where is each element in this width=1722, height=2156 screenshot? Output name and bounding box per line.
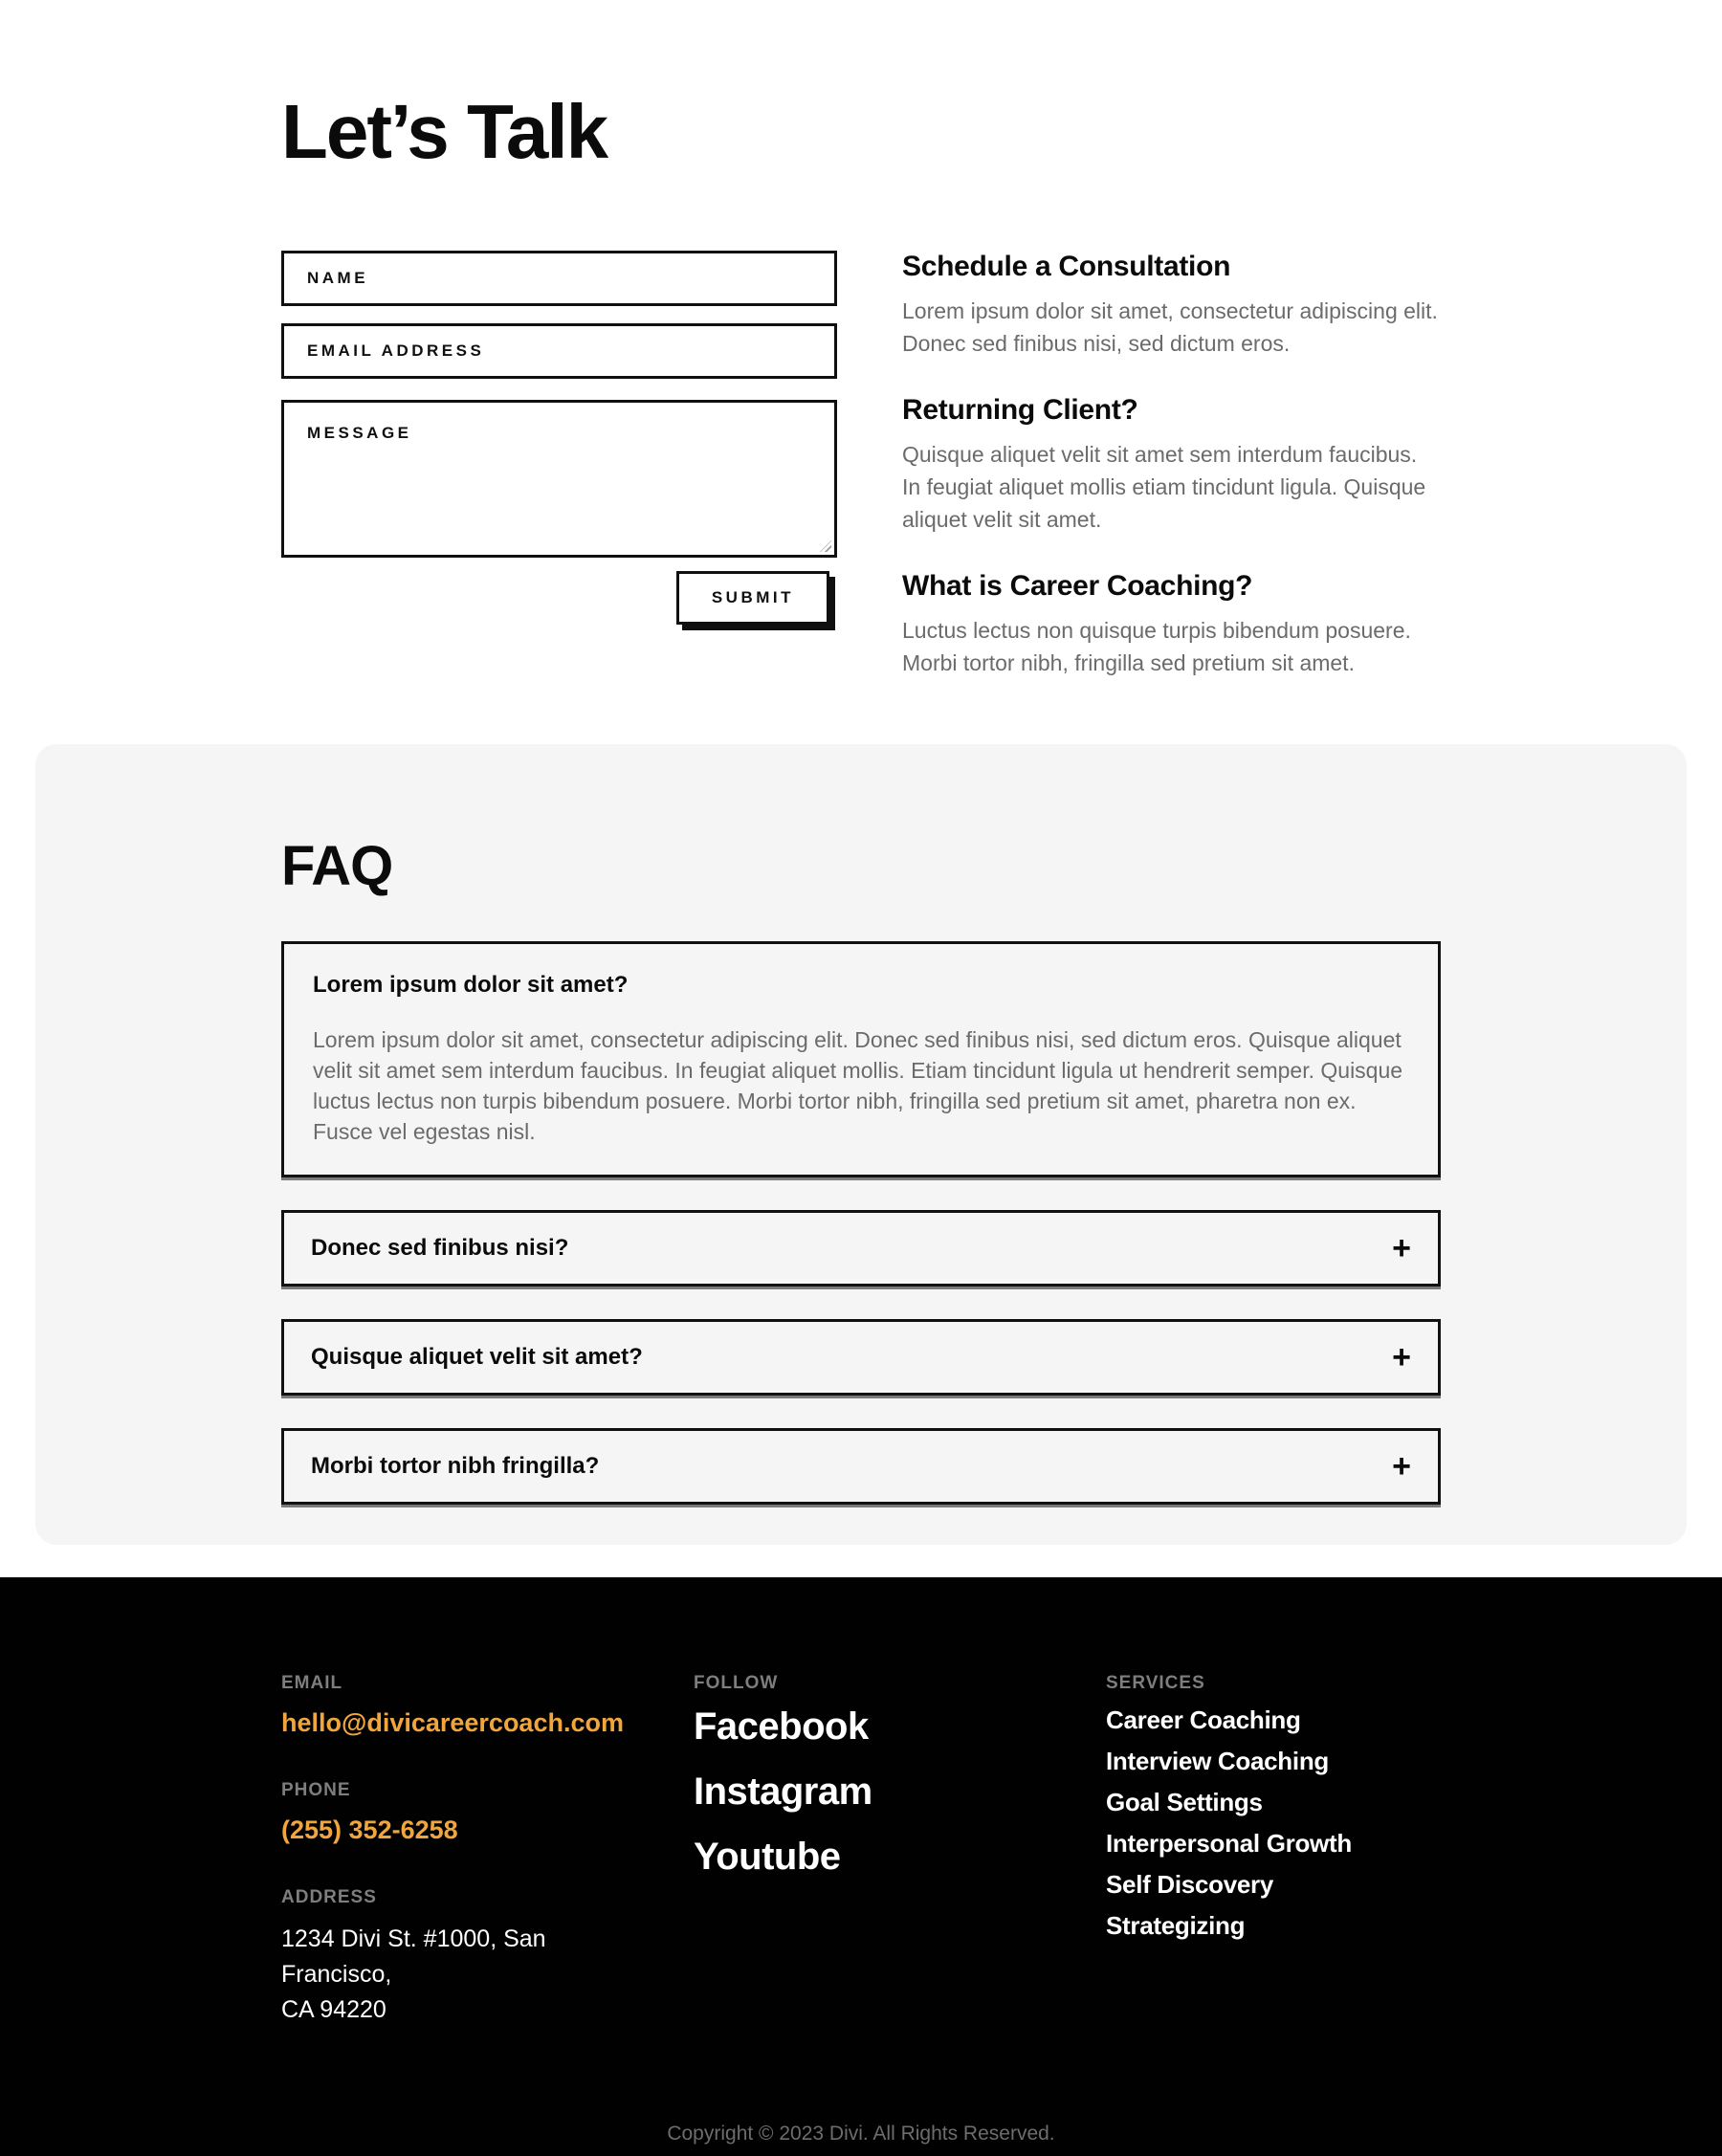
faq-title: FAQ — [281, 835, 393, 897]
footer-services-column — [1106, 1673, 1441, 2070]
phone-link[interactable]: (255) 352-6258 — [281, 1815, 458, 1844]
social-link-facebook[interactable]: Facebook — [694, 1705, 869, 1748]
social-link-youtube[interactable]: Youtube — [694, 1836, 841, 1878]
plus-icon[interactable]: + — [1392, 1447, 1411, 1485]
social-link-instagram[interactable]: Instagram — [694, 1771, 872, 1813]
info-heading: Schedule a Consultation — [902, 251, 1231, 282]
services-label: SERVICES — [1106, 1673, 1205, 1693]
plus-icon[interactable]: + — [1392, 1338, 1411, 1375]
page-title: Let’s Talk — [281, 89, 607, 174]
name-input[interactable] — [281, 251, 837, 306]
faq-item[interactable] — [281, 1210, 1441, 1287]
copyright-text: Copyright © 2023 Divi. All Rights Reserved. — [667, 2123, 1055, 2145]
footer — [0, 1577, 1722, 2156]
address-label: ADDRESS — [281, 1887, 377, 1907]
faq-section — [35, 744, 1687, 1545]
faq-question[interactable]: Quisque aliquet velit sit amet? — [311, 1343, 643, 1370]
footer-address-block — [281, 1887, 694, 2028]
faq-question[interactable]: Morbi tortor nibh fringilla? — [311, 1452, 600, 1479]
faq-question[interactable]: Lorem ipsum dolor sit amet? — [313, 971, 629, 998]
faq-item[interactable] — [281, 1428, 1441, 1505]
email-label: EMAIL — [281, 1673, 343, 1693]
contact-section — [0, 0, 1722, 744]
info-text: Lorem ipsum dolor sit amet, consectetur adipiscing elit. Donec sed finibus nisi, sed dictum eros. — [902, 298, 1438, 356]
faq-item-expanded — [281, 941, 1441, 1177]
service-link-goal-settings[interactable]: Goal Settings — [1106, 1788, 1263, 1816]
follow-label: FOLLOW — [694, 1673, 779, 1693]
message-input[interactable] — [281, 400, 837, 558]
message-wrap — [281, 400, 837, 558]
service-link-interview-coaching[interactable]: Interview Coaching — [1106, 1747, 1329, 1775]
service-link-self-discovery[interactable]: Self Discovery — [1106, 1870, 1274, 1899]
faq-answer: Lorem ipsum dolor sit amet, consectetur adipiscing elit. Donec sed finibus nisi, sed dictum eros. Quisque aliquet velit sit amet sem interdum faucibus. In feugiat aliquet mollis. Etiam tincidunt ligula ut hendrerit semper. Quisque luctus lectus non turpis bibendum posuere. Morbi tortor nibh, fringilla sed pretium sit amet, pharetra non ex. Fusce vel egestas nisl. — [313, 1026, 1403, 1144]
faq-item[interactable] — [281, 1319, 1441, 1396]
info-text: Luctus lectus non quisque turpis bibendum posuere. Morbi tortor nibh, fringilla sed pretium sit amet. — [902, 618, 1411, 675]
footer-email-block — [281, 1673, 694, 1738]
plus-icon[interactable]: + — [1392, 1229, 1411, 1266]
phone-label: PHONE — [281, 1780, 351, 1800]
footer-grid — [281, 1673, 1441, 2070]
address-line: CA 94220 — [281, 1996, 386, 2023]
contact-form — [281, 251, 837, 714]
info-block-returning-client — [902, 394, 1441, 536]
email-link[interactable]: hello@divicareercoach.com — [281, 1708, 624, 1737]
address-line: 1234 Divi St. #1000, San Francisco, — [281, 1925, 546, 1988]
footer-follow-column — [694, 1673, 1106, 2070]
info-heading: Returning Client? — [902, 394, 1138, 426]
info-heading: What is Career Coaching? — [902, 570, 1253, 602]
info-text: Quisque aliquet velit sit amet sem interdum faucibus. In feugiat aliquet mollis etiam tincidunt ligula. Quisque aliquet velit sit amet. — [902, 442, 1426, 532]
email-input[interactable] — [281, 323, 837, 379]
footer-contact-column — [281, 1673, 694, 2070]
faq-question[interactable]: Donec sed finibus nisi? — [311, 1234, 569, 1261]
service-link-interpersonal-growth[interactable]: Interpersonal Growth — [1106, 1829, 1352, 1858]
submit-button[interactable]: SUBMIT — [676, 571, 829, 625]
service-link-career-coaching[interactable]: Career Coaching — [1106, 1705, 1301, 1734]
contact-row — [281, 251, 1441, 714]
info-block-consultation — [902, 251, 1441, 360]
footer-phone-block — [281, 1780, 694, 1845]
service-link-strategizing[interactable]: Strategizing — [1106, 1911, 1246, 1940]
info-block-career-coaching — [902, 570, 1441, 679]
submit-row — [281, 571, 837, 625]
contact-info-column — [902, 251, 1441, 714]
